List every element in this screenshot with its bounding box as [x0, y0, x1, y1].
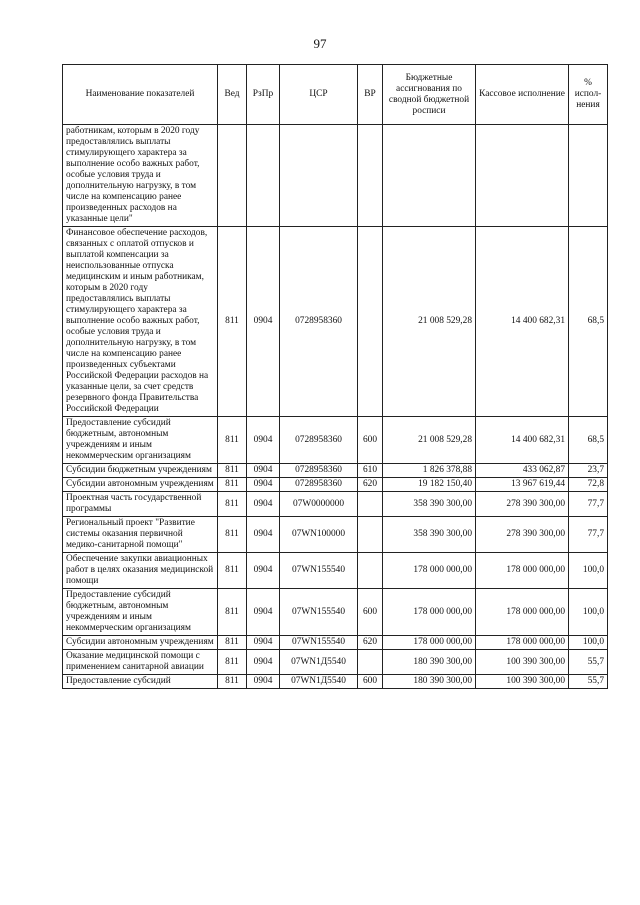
cell-fact: 100 390 300,00	[476, 675, 569, 689]
header-vr: ВР	[358, 65, 383, 125]
cell-rzpr: 0904	[247, 417, 280, 464]
cell-ved: 811	[218, 464, 247, 478]
cell-rzpr: 0904	[247, 492, 280, 517]
table-row	[63, 464, 608, 478]
cell-plan: 358 390 300,00	[383, 492, 476, 517]
cell-fact: 433 062,87	[476, 464, 569, 478]
cell-fact: 100 390 300,00	[476, 650, 569, 675]
cell-ved: 811	[218, 553, 247, 589]
cell-csr: 07WN155540	[280, 636, 358, 650]
cell-vr	[358, 650, 383, 675]
cell-name: работникам, которым в 2020 году предоставлялись выплаты стимулирующего характера за выполнение особо важных работ, особые условия труда и дополнительную нагрузку, в том числе на компенсацию ранее произведенных расходов на указанные цели"	[63, 125, 218, 227]
budget-execution-table	[62, 64, 608, 689]
cell-vr	[358, 517, 383, 553]
cell-ved: 811	[218, 492, 247, 517]
cell-pct: 23,7	[569, 464, 608, 478]
cell-csr	[280, 125, 358, 227]
cell-name: Предоставление субсидий	[63, 675, 218, 689]
cell-csr: 0728958360	[280, 227, 358, 417]
cell-fact: 178 000 000,00	[476, 589, 569, 636]
table-row	[63, 227, 608, 417]
cell-plan: 180 390 300,00	[383, 650, 476, 675]
header-pct: % испол-нения	[569, 65, 608, 125]
table-row	[63, 417, 608, 464]
cell-csr: 07WN100000	[280, 517, 358, 553]
table-row	[63, 125, 608, 227]
cell-fact: 178 000 000,00	[476, 553, 569, 589]
table-row	[63, 675, 608, 689]
cell-plan: 178 000 000,00	[383, 636, 476, 650]
cell-vr	[358, 553, 383, 589]
cell-name: Предоставление субсидий бюджетным, автономным учреждениям и иным некоммерческим организациям	[63, 589, 218, 636]
cell-csr: 07WN155540	[280, 553, 358, 589]
cell-plan: 178 000 000,00	[383, 553, 476, 589]
cell-rzpr: 0904	[247, 650, 280, 675]
cell-vr: 600	[358, 589, 383, 636]
cell-vr	[358, 227, 383, 417]
cell-ved: 811	[218, 675, 247, 689]
cell-csr: 0728958360	[280, 478, 358, 492]
cell-pct: 100,0	[569, 553, 608, 589]
cell-pct: 68,5	[569, 417, 608, 464]
cell-fact: 13 967 619,44	[476, 478, 569, 492]
cell-pct: 100,0	[569, 636, 608, 650]
cell-ved: 811	[218, 517, 247, 553]
table-row	[63, 553, 608, 589]
header-fact: Кассовое исполнение	[476, 65, 569, 125]
cell-csr: 0728958360	[280, 417, 358, 464]
cell-rzpr	[247, 125, 280, 227]
cell-csr: 07WN155540	[280, 589, 358, 636]
table-header-row	[63, 65, 608, 125]
cell-csr: 07WN1Д5540	[280, 650, 358, 675]
header-name: Наименование показателей	[63, 65, 218, 125]
cell-ved	[218, 125, 247, 227]
cell-ved: 811	[218, 589, 247, 636]
page-number: 97	[313, 36, 327, 51]
cell-rzpr: 0904	[247, 517, 280, 553]
cell-ved: 811	[218, 636, 247, 650]
cell-rzpr: 0904	[247, 636, 280, 650]
cell-vr	[358, 492, 383, 517]
table-row	[63, 492, 608, 517]
cell-name: Финансовое обеспечение расходов, связанных с оплатой отпусков и выплатой компенсации за неиспользованные отпуска медицинским и иным работникам, которым в 2020 году предоставлялись выплаты стимулирующего характера за выполнение особо важных работ, особые условия труда и дополнительную нагрузку, в том числе на компенсацию ранее произведенных субъектами Российской Федерации расходов на указанные цели, за счет средств резервного фонда Правительства Российской Федерации	[63, 227, 218, 417]
table-row	[63, 589, 608, 636]
cell-pct: 77,7	[569, 492, 608, 517]
cell-plan: 1 826 378,88	[383, 464, 476, 478]
cell-fact: 278 390 300,00	[476, 517, 569, 553]
cell-pct: 77,7	[569, 517, 608, 553]
cell-name: Проектная часть государственной программы	[63, 492, 218, 517]
cell-rzpr: 0904	[247, 589, 280, 636]
cell-csr: 0728958360	[280, 464, 358, 478]
cell-ved: 811	[218, 478, 247, 492]
cell-ved: 811	[218, 650, 247, 675]
cell-vr: 600	[358, 675, 383, 689]
cell-rzpr: 0904	[247, 553, 280, 589]
cell-name: Обеспечение закупки авиационных работ в целях оказания медицинской помощи	[63, 553, 218, 589]
cell-vr	[358, 125, 383, 227]
header-csr: ЦСР	[280, 65, 358, 125]
cell-name: Субсидии автономным учреждениям	[63, 478, 218, 492]
cell-vr: 600	[358, 417, 383, 464]
cell-pct: 68,5	[569, 227, 608, 417]
cell-name: Субсидии автономным учреждениям	[63, 636, 218, 650]
cell-plan: 178 000 000,00	[383, 589, 476, 636]
cell-rzpr: 0904	[247, 675, 280, 689]
cell-rzpr: 0904	[247, 227, 280, 417]
table-row	[63, 517, 608, 553]
cell-name: Оказание медицинской помощи с применением санитарной авиации	[63, 650, 218, 675]
cell-fact: 278 390 300,00	[476, 492, 569, 517]
cell-pct: 100,0	[569, 589, 608, 636]
header-plan: Бюджетные ассигнования по сводной бюджетной росписи	[383, 65, 476, 125]
cell-ved: 811	[218, 227, 247, 417]
cell-fact: 14 400 682,31	[476, 417, 569, 464]
cell-vr: 620	[358, 478, 383, 492]
cell-rzpr: 0904	[247, 478, 280, 492]
cell-name: Предоставление субсидий бюджетным, автономным учреждениям и иным некоммерческим организациям	[63, 417, 218, 464]
cell-name: Субсидии бюджетным учреждениям	[63, 464, 218, 478]
cell-plan: 19 182 150,40	[383, 478, 476, 492]
cell-name: Региональный проект "Развитие системы оказания первичной медико-санитарной помощи"	[63, 517, 218, 553]
cell-csr: 07W0000000	[280, 492, 358, 517]
cell-csr: 07WN1Д5540	[280, 675, 358, 689]
cell-pct	[569, 125, 608, 227]
cell-vr: 610	[358, 464, 383, 478]
cell-ved: 811	[218, 417, 247, 464]
cell-plan	[383, 125, 476, 227]
cell-fact: 178 000 000,00	[476, 636, 569, 650]
table-row	[63, 650, 608, 675]
cell-rzpr: 0904	[247, 464, 280, 478]
cell-plan: 21 008 529,28	[383, 417, 476, 464]
cell-fact	[476, 125, 569, 227]
cell-plan: 21 008 529,28	[383, 227, 476, 417]
cell-fact: 14 400 682,31	[476, 227, 569, 417]
cell-pct: 55,7	[569, 650, 608, 675]
cell-pct: 72,8	[569, 478, 608, 492]
table-row	[63, 478, 608, 492]
header-ved: Вед	[218, 65, 247, 125]
table-row	[63, 636, 608, 650]
cell-plan: 358 390 300,00	[383, 517, 476, 553]
cell-vr: 620	[358, 636, 383, 650]
cell-plan: 180 390 300,00	[383, 675, 476, 689]
header-rzpr: РзПр	[247, 65, 280, 125]
cell-pct: 55,7	[569, 675, 608, 689]
